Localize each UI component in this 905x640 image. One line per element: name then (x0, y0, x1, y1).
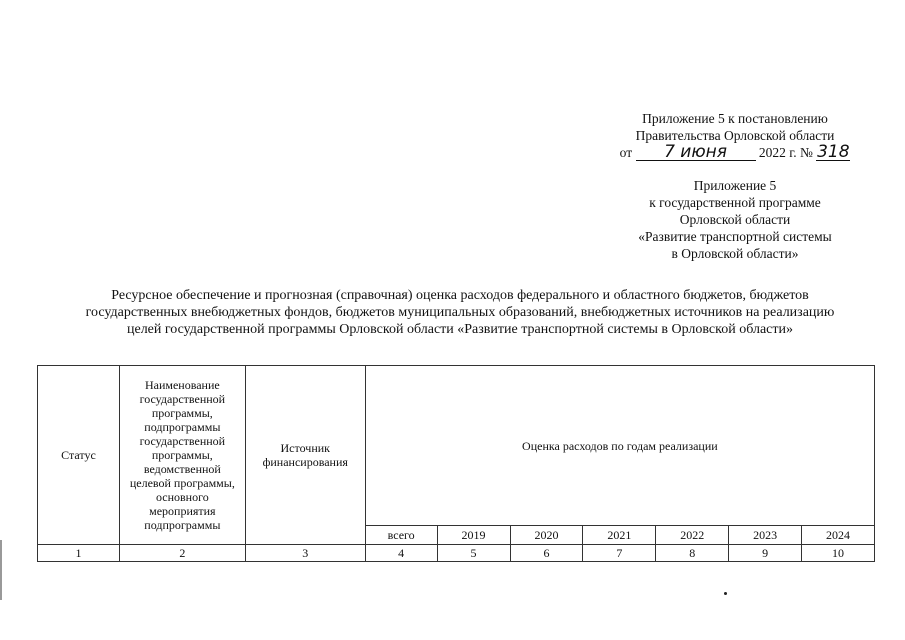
scan-dot (724, 592, 727, 595)
year-2024: 2024 (802, 526, 875, 545)
title-line-3: целей государственной программы Орловской области «Развитие транспортной системы в Орловской области» (126, 322, 794, 337)
year-2022: 2022 (656, 526, 729, 545)
col-number: 2 (119, 545, 245, 562)
header-funding-source: Источник финансирования (245, 366, 365, 545)
header-status: Статус (38, 366, 120, 545)
budget-table (37, 365, 875, 562)
title-line-1: Ресурсное обеспечение и прогнозная (справочная) оценка расходов федерального и областного бюджетов, бюджетов (111, 288, 809, 303)
col-number: 5 (437, 545, 510, 562)
year-2023: 2023 (729, 526, 802, 545)
decree-date-line (590, 144, 880, 161)
col-number: 8 (656, 545, 729, 562)
program-line-4: «Развитие транспортной системы (638, 229, 832, 244)
header-expense-estimate: Оценка расходов по годам реализации (365, 366, 874, 526)
col-number: 3 (245, 545, 365, 562)
program-line-2: к государственной программе (649, 195, 821, 210)
decree-line-2: Правительства Орловской области (635, 128, 835, 143)
col-number: 9 (729, 545, 802, 562)
decree-year-text: 2022 г. № (758, 145, 813, 160)
header-program-name: Наименование государственной программы, подпрограммы государственной программы, ведомственной целевой программы, основного мероприятия подпрограммы (119, 366, 245, 545)
scan-margin-mark (0, 540, 2, 600)
program-line-1: Приложение 5 (693, 178, 777, 193)
decree-prefix: от (619, 145, 633, 160)
year-total: всего (365, 526, 437, 545)
column-number-row (38, 545, 875, 562)
year-2021: 2021 (583, 526, 656, 545)
program-line-5: в Орловской области» (671, 246, 799, 261)
year-2020: 2020 (510, 526, 583, 545)
decree-line-1: Приложение 5 к постановлению (642, 111, 828, 126)
program-appendix-header (590, 177, 880, 262)
document-title (40, 287, 880, 338)
decree-appendix-header (590, 110, 880, 161)
handwritten-number: 318 (817, 142, 850, 162)
col-number: 1 (38, 545, 120, 562)
title-line-2: государственных внебюджетных фондов, бюджетов муниципальных образований, внебюджетных источников на реализацию (85, 305, 835, 320)
program-line-3: Орловской области (679, 212, 791, 227)
col-number: 7 (583, 545, 656, 562)
col-number: 4 (365, 545, 437, 562)
col-number: 10 (802, 545, 875, 562)
col-number: 6 (510, 545, 583, 562)
handwritten-date: 7 июня (636, 145, 756, 161)
year-2019: 2019 (437, 526, 510, 545)
